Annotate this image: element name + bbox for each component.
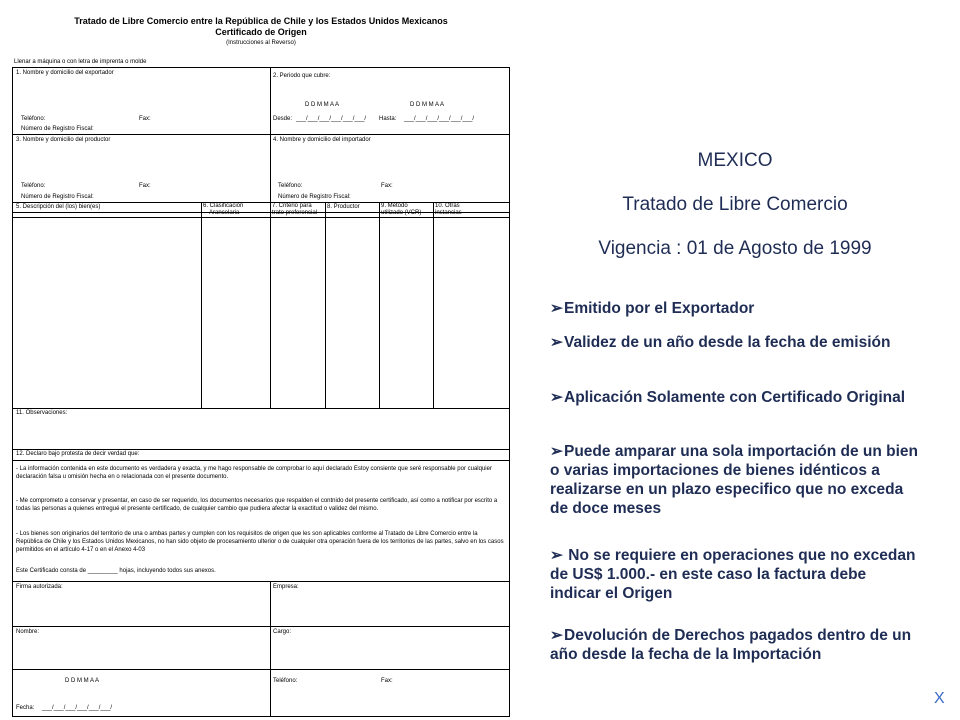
bullet-item: ➢Emitido por el Exportador [550,300,755,317]
desde-field[interactable]: ___/___/___/___/___/___/ [296,116,367,122]
fecha-field[interactable]: ___/___/___/___/___/___/ [42,705,113,711]
fill-note: Llenar a máquina o con letra de imprenta o molde [14,59,147,65]
field-7-label-a: 7. Criterio para [272,203,312,209]
field-9-label-b: utilizado (VCR) [381,210,422,216]
certificate-of-origin-form [12,16,510,716]
date-header-hasta: D D M M A A [410,102,445,108]
bullet-item: ➢Aplicación Solamente con Certificado Original [550,389,906,406]
producer-nrf-label: Número de Registro Fiscal: [21,194,94,200]
arrow-bullet-icon: ➢ [550,389,563,406]
form-instructions: (Instrucciones al Reverso) [226,40,296,46]
arrow-bullet-icon: ➢ [550,334,563,351]
importer-fax-label: Fax: [381,183,393,189]
field-4-label: 4. Nombre y domicilio del importador [273,137,371,143]
exporter-phone-label: Teléfono: [21,116,46,122]
producer-fax-label: Fax: [139,183,151,189]
field-11-label: 11. Observaciones: [16,410,68,416]
arrow-bullet-icon: ➢ [550,627,563,644]
bullet-item: ➢Validez de un año desde la fecha de emisión [550,334,891,351]
field-10-label-a: 10. Otras [435,203,460,209]
firm-fax-label: Fax: [381,678,393,684]
country-heading: MEXICO [697,150,773,171]
desde-label: Desde: [273,116,293,122]
arrow-bullet-icon: ➢ [550,443,563,460]
cargo-label: Cargo: [273,629,292,635]
field-8-label: 8. Productor [327,204,360,210]
form-sheet [12,67,510,717]
empresa-label: Empresa: [273,584,299,590]
importer-phone-label: Teléfono: [278,183,303,189]
form-subtitle: Certificado de Origen [215,27,307,37]
hasta-field[interactable]: ___/___/___/___/___/___/ [404,116,475,122]
arrow-bullet-icon: ➢ [550,547,563,564]
slide-content [520,0,950,720]
declaration-paragraph-2: - Me comprometo a conservar y presentar, en caso de ser requerido, los documentos necesarios que respalden el contnido del presente certificado, así como a notificar por escrito a todas las personas a quienes entregué el presente certificado, de cualquier cambio que pudiera afectar la exactitud o validez del mismo. [16,498,498,512]
field-5-label: 5. Descripción del (los) bien(es) [16,204,101,210]
firma-label: Firma autorizada: [16,584,63,590]
treaty-heading: Tratado de Libre Comercio [622,194,848,215]
exporter-fax-label: Fax: [139,116,151,122]
close-link[interactable]: X [934,690,945,707]
field-6-label-b: Arancelaria [209,210,240,216]
field-10-label-b: instancias [435,210,462,216]
vigencia-heading: Vigencia : 01 de Agosto de 1999 [598,238,872,259]
date-header-desde: D D M M A A [305,102,340,108]
declaration-pages: Este Certificado consta de _________ hojas, incluyendo todos sus anexos. [16,568,216,574]
hasta-label: Hasta: [379,116,397,122]
declaration-paragraph-3: - Los bienes son originarios del territorio de una o ambas partes y cumplen con los requisitos de origen que les son aplicables conforme al Tratado de Libre Comercio entre la República de Chile y los Estados Unidos Mexicanos, no han sido objeto de procesamiento ulterior o de cualquier otra operación fuera de los territorios de las partes, salvo en los casos permitidos en el artículo 4-17 o en el Anexo 4-03 [16,531,504,553]
field-1-label: 1. Nombre y domicilio del exportador [16,70,114,76]
fecha-label: Fecha: [16,705,35,711]
exporter-nrf-label: Número de Registro Fiscal: [21,126,94,132]
field-6-label-a: 6. Clasificación [203,203,244,209]
form-title: Tratado de Libre Comercio entre la República de Chile y los Estados Unidos Mexicanos [74,16,448,26]
firm-phone-label: Teléfono: [273,678,298,684]
arrow-bullet-icon: ➢ [550,300,563,317]
declaration-paragraph-1: - La información contenida en este documento es verdadera y exacta, y me hago responsable de comprobar lo aquí declarado Estoy consiente que seré responsable por cualquier declaración falsa u omisión hecha en o relacionada con el presente documento. [16,466,492,480]
field-3-label: 3. Nombre y domicilio del productor [16,137,111,143]
bullet-item: ➢ No se requiere en operaciones que no excedan de US$ 1.000.- en este caso la factura debe indicar el Origen [550,547,916,602]
nombre-label: Nombre: [16,629,40,635]
bullet-item: ➢Puede amparar una sola importación de un bien o varias importaciones de bienes idénticos a realizarse en un plazo especifico que no exceda de doce meses [550,443,918,517]
bullet-item: ➢Devolución de Derechos pagados dentro de un año desde la fecha de la Importación [550,627,912,663]
form-header [12,16,510,49]
field-12-label: 12. Declaro bajo protesta de decir verdad que: [16,451,140,457]
field-9-label-a: 9. Método [381,203,408,209]
importer-nrf-label: Número de Registro Fiscal: [278,194,351,200]
producer-phone-label: Teléfono: [21,183,46,189]
field-2-label: 2. Periodo que cubre: [273,73,331,79]
fecha-date-header: D D M M A A [65,678,100,684]
field-7-label-b: trato preferencial [272,210,318,216]
